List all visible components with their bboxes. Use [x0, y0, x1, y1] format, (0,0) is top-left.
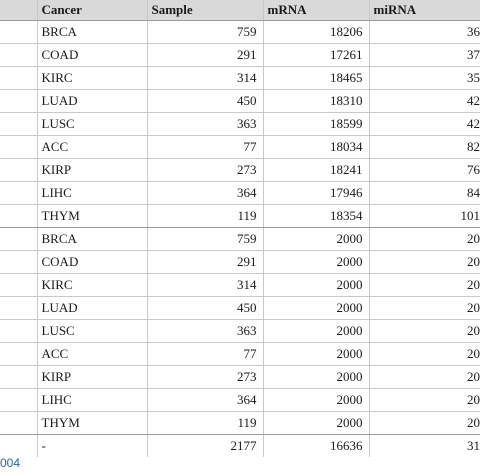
table-row — [0, 158, 480, 181]
group-cell — [0, 66, 37, 89]
mirna-cell: 37 — [369, 43, 480, 66]
cancer-cell: LIHC — [37, 388, 147, 411]
table-row — [0, 20, 480, 43]
mirna-cell: 36 — [369, 20, 480, 43]
table-row — [0, 365, 480, 388]
mirna-cell: 31 — [369, 434, 480, 457]
cancer-cell: LUSC — [37, 319, 147, 342]
group-cell — [0, 365, 37, 388]
sample-cell: 291 — [147, 43, 263, 66]
group-cell — [0, 388, 37, 411]
table-row — [0, 411, 480, 434]
group-cell — [0, 181, 37, 204]
group-cell — [0, 20, 37, 43]
table-body — [0, 20, 480, 457]
group-cell — [0, 89, 37, 112]
cancer-cell: ACC — [37, 342, 147, 365]
mrna-cell: 17946 — [263, 181, 369, 204]
header-mirna: miRNA — [369, 0, 480, 20]
group-cell — [0, 319, 37, 342]
group-cell — [0, 135, 37, 158]
cancer-cell: LUSC — [37, 112, 147, 135]
table-row — [0, 112, 480, 135]
mrna-cell: 2000 — [263, 388, 369, 411]
sample-cell: 759 — [147, 227, 263, 250]
group-cell — [0, 342, 37, 365]
sample-cell: 364 — [147, 181, 263, 204]
mrna-cell: 2000 — [263, 250, 369, 273]
sample-cell: 364 — [147, 388, 263, 411]
cancer-cell: ACC — [37, 135, 147, 158]
sample-cell: 450 — [147, 89, 263, 112]
sample-cell: 2177 — [147, 434, 263, 457]
sample-cell: 273 — [147, 158, 263, 181]
mirna-cell: 84 — [369, 181, 480, 204]
sample-cell: 450 — [147, 296, 263, 319]
cancer-cell: - — [37, 434, 147, 457]
sample-cell: 77 — [147, 135, 263, 158]
cancer-cell: LUAD — [37, 89, 147, 112]
table-row — [0, 296, 480, 319]
mrna-cell: 2000 — [263, 342, 369, 365]
mrna-cell: 2000 — [263, 227, 369, 250]
group-cell — [0, 112, 37, 135]
header-sample: Sample — [147, 0, 263, 20]
mirna-cell: 20 — [369, 342, 480, 365]
header-cancer: Cancer — [37, 0, 147, 20]
mirna-cell: 76 — [369, 158, 480, 181]
header-group — [0, 0, 37, 20]
mrna-cell: 17261 — [263, 43, 369, 66]
table-row — [0, 43, 480, 66]
mrna-cell: 2000 — [263, 411, 369, 434]
mrna-cell: 18241 — [263, 158, 369, 181]
mrna-cell: 2000 — [263, 273, 369, 296]
cancer-cell: LIHC — [37, 181, 147, 204]
mirna-cell: 35 — [369, 66, 480, 89]
cancer-cell: KIRC — [37, 273, 147, 296]
cancer-cell: COAD — [37, 250, 147, 273]
group-cell — [0, 158, 37, 181]
mirna-cell: 20 — [369, 273, 480, 296]
table-row — [0, 434, 480, 457]
mrna-cell: 2000 — [263, 319, 369, 342]
mirna-cell: 20 — [369, 411, 480, 434]
mrna-cell: 18034 — [263, 135, 369, 158]
header-mrna: mRNA — [263, 0, 369, 20]
mirna-cell: 101 — [369, 204, 480, 227]
group-cell — [0, 273, 37, 296]
cancer-cell: BRCA — [37, 227, 147, 250]
sample-cell: 77 — [147, 342, 263, 365]
footer-code: 004 — [0, 456, 21, 470]
table-row — [0, 250, 480, 273]
cancer-cell: THYM — [37, 204, 147, 227]
mrna-cell: 16636 — [263, 434, 369, 457]
cancer-cell: BRCA — [37, 20, 147, 43]
mirna-cell: 20 — [369, 296, 480, 319]
mrna-cell: 2000 — [263, 296, 369, 319]
sample-cell: 363 — [147, 319, 263, 342]
table-row — [0, 227, 480, 250]
mirna-cell: 20 — [369, 250, 480, 273]
mrna-cell: 18465 — [263, 66, 369, 89]
table-row — [0, 319, 480, 342]
mirna-cell: 20 — [369, 319, 480, 342]
mirna-cell: 82 — [369, 135, 480, 158]
cancer-cell: KIRP — [37, 158, 147, 181]
sample-cell: 273 — [147, 365, 263, 388]
sample-cell: 363 — [147, 112, 263, 135]
sample-cell: 119 — [147, 411, 263, 434]
cancer-cell: COAD — [37, 43, 147, 66]
sample-cell: 759 — [147, 20, 263, 43]
group-cell — [0, 204, 37, 227]
mrna-cell: 2000 — [263, 365, 369, 388]
mrna-cell: 18206 — [263, 20, 369, 43]
sample-cell: 314 — [147, 66, 263, 89]
mrna-cell: 18599 — [263, 112, 369, 135]
group-cell — [0, 250, 37, 273]
group-cell — [0, 296, 37, 319]
table-row — [0, 181, 480, 204]
cancer-cell: KIRP — [37, 365, 147, 388]
table-row — [0, 135, 480, 158]
cancer-cell: KIRC — [37, 66, 147, 89]
mirna-cell: 20 — [369, 227, 480, 250]
mrna-cell: 18354 — [263, 204, 369, 227]
table-header-row — [0, 0, 480, 20]
table-row — [0, 66, 480, 89]
mirna-cell: 42 — [369, 112, 480, 135]
mirna-cell: 42 — [369, 89, 480, 112]
group-cell — [0, 411, 37, 434]
sample-cell: 314 — [147, 273, 263, 296]
mirna-cell: 20 — [369, 388, 480, 411]
cancer-cell: THYM — [37, 411, 147, 434]
sample-cell: 291 — [147, 250, 263, 273]
table-row — [0, 388, 480, 411]
group-cell — [0, 43, 37, 66]
table-row — [0, 342, 480, 365]
mrna-cell: 18310 — [263, 89, 369, 112]
table-row — [0, 204, 480, 227]
table-row — [0, 89, 480, 112]
mirna-cell: 20 — [369, 365, 480, 388]
group-cell — [0, 227, 37, 250]
sample-cell: 119 — [147, 204, 263, 227]
group-cell — [0, 434, 37, 457]
table-row — [0, 273, 480, 296]
cancer-cell: LUAD — [37, 296, 147, 319]
